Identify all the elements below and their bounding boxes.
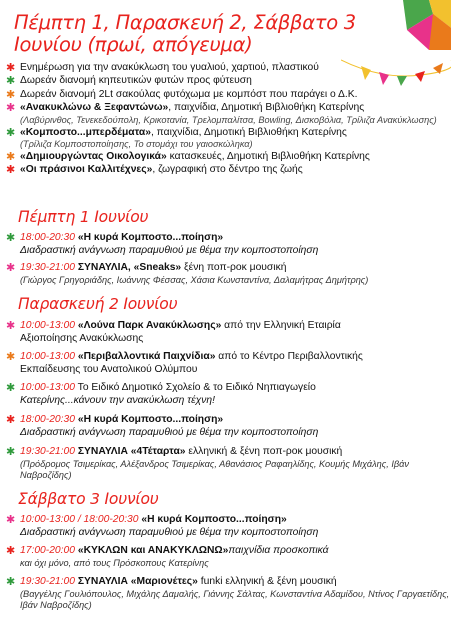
list-item: ✱ «Οι πράσινοι Καλλιτέχνες», ζωγραφική στο δέντρο της ζωής: [6, 164, 303, 177]
event: ✱ 19:30-21:00 ΣΥΝΑΥΛΙΑ «4Τέταρτα» ελληνική & ξένη ποπ-ροκ μουσική (Πρόδρομος Τσιμερίκας, Αλέξανδρος Τσιμερίκας, Αθανάσιος Ραφαηλίδης, Κουμής Μιχάλης, Ιβάν Ναβροζίδης): [6, 446, 409, 480]
star-icon: ✱: [6, 88, 16, 101]
star-icon: ✱: [6, 351, 16, 363]
day-heading: Παρασκευή 2 Ιουνίου: [18, 295, 178, 313]
list-item: ✱ Δωρεάν διανομή κηπευτικών φυτών προς φύτευση: [6, 75, 252, 88]
event: ✱ 18:00-20:30 «Η κυρά Κομποστο...ποίηση» Διαδραστική ανάγνωση παραμυθιού με θέμα την κομποστοποίηση: [6, 414, 319, 438]
list-item: ✱ «Δημιουργώντας Οικολογικά» κατασκευές, Δημοτική Βιβλιοθήκη Κατερίνης: [6, 151, 370, 164]
star-icon: ✱: [6, 151, 16, 164]
star-icon: ✱: [6, 576, 16, 588]
star-icon: ✱: [6, 62, 16, 74]
star-icon: ✱: [6, 232, 16, 244]
event: ✱ 10:00-13:00 «Περιβαλλοντικά Παιχνίδια» από το Κέντρο Περιβαλλοντικής Εκπαίδευσης του Ανατολικού Ολύμπου: [6, 351, 363, 375]
star-icon: ✱: [6, 75, 16, 88]
event: ✱ 10:00-13:00 Το Ειδικό Δημοτικό Σχολείο & το Ειδικό Νηπιαγωγείο Κατερίνης...κάνουν την ανακύκλωση τέχνη!: [6, 382, 316, 406]
intro-list: [6, 62, 446, 178]
event: ✱ 10:00-13:00 / 18:00-20:30 «Η κυρά Κομποστο...ποίηση» Διαδραστική ανάγνωση παραμυθιού με θέμα την κομποστοποίηση: [6, 514, 319, 538]
list-item: ✱ «Ανακυκλώνω & Ξεφαντώνω», παιχνίδια, Δημοτική Βιβλιοθήκη Κατερίνης (Λαβύρινθος, Τενεκεδούπολη, Κρικοτανία, Τρελομπαλίτσα, Bowling, Δισκοβόλια, Τρίλιζα Ανακύκλωσης): [6, 102, 437, 125]
star-icon: ✱: [6, 446, 16, 458]
event: ✱ 17:00-20:00 «ΚΥΚΛΩΝ και ΑΝΑΚΥΚΛΩΝΩ»παιχνίδια προσκοπικά και όχι μόνο, από τους Πρόσκοπους Κατερίνης: [6, 545, 329, 568]
star-icon: ✱: [6, 382, 16, 394]
day-heading: Πέμπτη 1 Ιουνίου: [18, 208, 149, 226]
event: ✱ 19:30-21:00 ΣΥΝΑΥΛΙΑ, «Sneaks» ξένη ποπ-ροκ μουσική (Γιώργος Γρηγοριάδης, Ιωάννης Φέσσας, Χάσια Κωνσταντίνα, Δαλαμήτρας Δημήτρης): [6, 262, 369, 285]
star-icon: ✱: [6, 545, 16, 557]
event: ✱ 19:30-21:00 ΣΥΝΑΥΛΙΑ «Μαριονέτες» funki ελληνική & ξένη μουσική (Βαγγέλης Γουλιόπουλος, Μιχάλης Δαμαλής, Γιάννης Σάλτας, Κωνσταντίνα Αδαμίδου, Ντίνος Γαργαετίδης, Ιβάν Ναβροζίδης): [6, 576, 450, 610]
page-title: Πέμπτη 1, Παρασκευή 2, Σάββατο 3 Ιουνίου (πρωί, απόγευμα): [14, 11, 356, 56]
star-icon: ✱: [6, 164, 16, 177]
event: ✱ 18:00-20:30 «Η κυρά Κομποστο...ποίηση» Διαδραστική ανάγνωση παραμυθιού με θέμα την κομποστοποίηση: [6, 232, 319, 256]
day-heading: Σάββατο 3 Ιουνίου: [18, 490, 159, 508]
star-icon: ✱: [6, 514, 16, 526]
list-item: ✱ Δωρεάν διανομή 2Lt σακούλας φυτόχωμα με κομπόστ που παράγει ο Δ.Κ.: [6, 88, 358, 101]
list-item: ✱ «Κομποστο...μπερδέματα», παιχνίδια, Δημοτική Βιβλιοθήκη Κατερίνης (Τρίλιζα Κομποστοποίησης, Το στομάχι του γαιοσκώληκα): [6, 126, 347, 150]
star-icon: ✱: [6, 102, 16, 115]
star-icon: ✱: [6, 320, 16, 332]
event: ✱ 10:00-13:00 «Λούνα Παρκ Ανακύκλωσης» από την Ελληνική Εταιρία Αξιοποίησης Ανακύκλωσης: [6, 320, 341, 344]
star-icon: ✱: [6, 262, 16, 274]
star-icon: ✱: [6, 414, 16, 426]
list-item: ✱ Ενημέρωση για την ανακύκλωση του γυαλιού, χαρτιού, πλαστικού: [6, 62, 319, 74]
star-icon: ✱: [6, 126, 16, 139]
